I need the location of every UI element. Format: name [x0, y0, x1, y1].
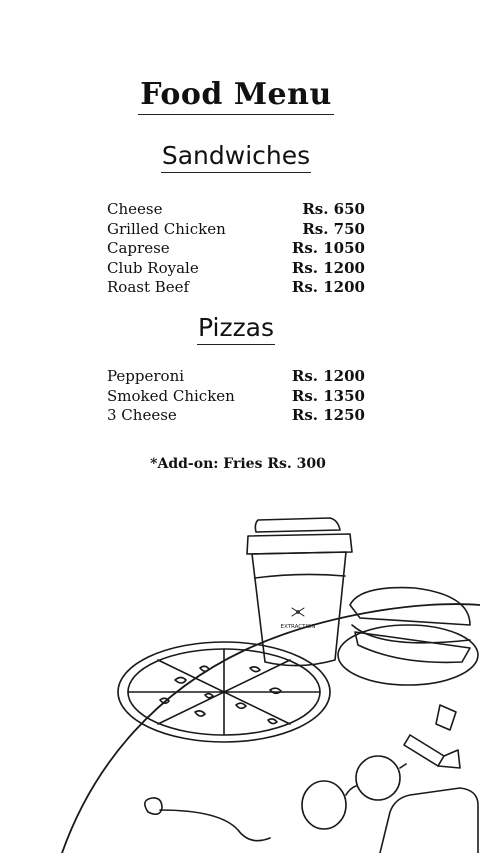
item-price: Rs. 1050 [291, 239, 365, 257]
food-illustration [0, 480, 480, 853]
item-name: Smoked Chicken [107, 386, 235, 405]
item-price: Rs. 1250 [291, 406, 365, 424]
lipstick-icon [404, 705, 460, 768]
item-name: Grilled Chicken [107, 219, 226, 238]
menu-item [107, 278, 365, 298]
section-heading-sandwiches: Sandwiches [161, 141, 311, 173]
menu-item [107, 239, 365, 259]
item-name: 3 Cheese [107, 406, 177, 424]
section-heading-pizzas: Pizzas [197, 313, 275, 345]
item-name: Caprese [107, 239, 170, 257]
menu-item [107, 406, 365, 426]
pizza-list [107, 367, 365, 426]
item-price: Rs. 750 [302, 219, 365, 238]
menu-item [107, 200, 365, 220]
coffee-cup-icon [247, 518, 352, 666]
sandwich-list [107, 200, 365, 298]
menu-title: Food Menu [138, 78, 334, 115]
menu-item [107, 259, 365, 279]
pizza-icon [118, 642, 330, 742]
section-heading-pizzas-wrap [0, 313, 472, 345]
menu-item [107, 387, 365, 407]
phone-icon [380, 788, 478, 853]
menu-title-wrap [0, 78, 472, 115]
earphones-icon [145, 798, 270, 841]
item-price: Rs. 1200 [291, 258, 365, 277]
item-name: Club Royale [107, 258, 199, 277]
cup-brand: EXTRACTION [280, 624, 316, 630]
sunglasses-icon [302, 756, 406, 829]
item-name: Pepperoni [107, 367, 185, 385]
item-name: Cheese [107, 200, 163, 218]
item-price: Rs. 1350 [291, 386, 365, 405]
addon-note: *Add-on: Fries Rs. 300 [150, 456, 326, 472]
menu-item [107, 367, 365, 387]
sandwich-icon [338, 588, 478, 685]
menu-item [107, 220, 365, 240]
item-price: Rs. 1200 [291, 367, 365, 385]
item-price: Rs. 1200 [291, 278, 365, 296]
item-price: Rs. 650 [302, 200, 365, 218]
item-name: Roast Beef [107, 278, 190, 296]
section-heading-sandwiches-wrap [0, 141, 472, 173]
